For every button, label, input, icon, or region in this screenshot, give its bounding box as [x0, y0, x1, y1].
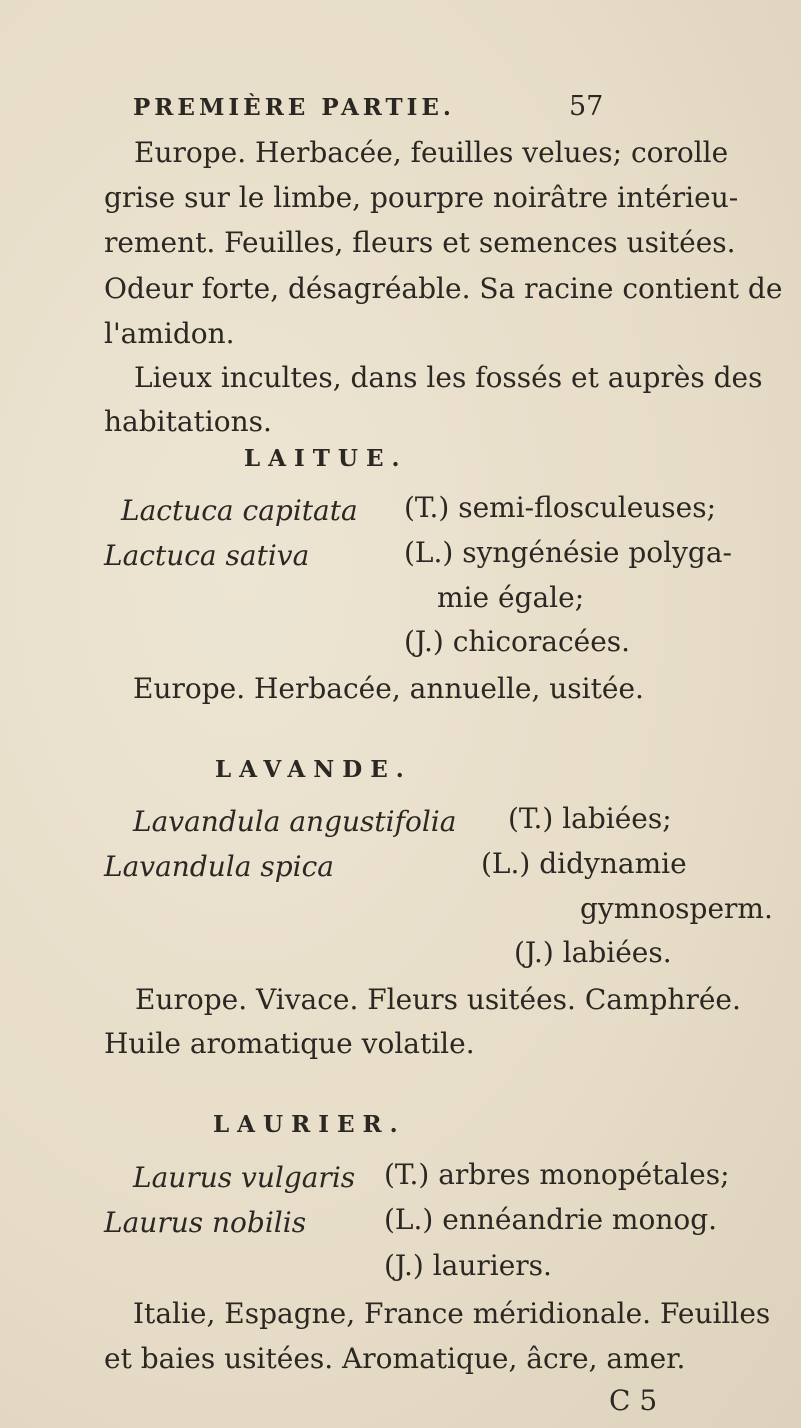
- text-line: Odeur forte, désagréable. Sa racine contient de: [104, 272, 783, 305]
- text-line: l'amidon.: [104, 317, 235, 350]
- classification-text: (L.) syngénésie polyga-: [404, 536, 732, 569]
- latin-name: Laurus vulgaris: [133, 1161, 356, 1194]
- latin-name: Laurus nobilis: [104, 1206, 307, 1239]
- text-line: Huile aromatique volatile.: [104, 1027, 475, 1060]
- signature-mark: C 5: [609, 1384, 658, 1417]
- classification-text: (L.) ennéandrie monog.: [384, 1203, 718, 1236]
- text-line: rement. Feuilles, fleurs et semences usitées.: [104, 226, 736, 259]
- text-line: grise sur le limbe, pourpre noirâtre intérieu-: [104, 181, 739, 214]
- classification-text: (J.) chicoracées.: [404, 625, 631, 658]
- classification-text: (T.) arbres monopétales;: [384, 1158, 730, 1191]
- text-line: Europe. Herbacée, annuelle, usitée.: [133, 672, 644, 705]
- latin-name: Lavandula spica: [104, 850, 334, 883]
- page-number: 57: [569, 91, 604, 122]
- latin-name: Lactuca capitata: [121, 494, 358, 527]
- classification-text: (T.) semi-flosculeuses;: [404, 491, 717, 524]
- classification-text: (J.) lauriers.: [384, 1249, 552, 1282]
- text-line: et baies usitées. Aromatique, âcre, amer.: [104, 1342, 686, 1375]
- text-line: Europe. Vivace. Fleurs usitées. Camphrée.: [135, 983, 741, 1016]
- classification-text: mie égale;: [437, 581, 585, 614]
- classification-text: (L.) didynamie: [481, 847, 687, 880]
- text-line: Italie, Espagne, France méridionale. Feuilles: [133, 1297, 771, 1330]
- section-heading-laurier: LAURIER.: [213, 1111, 406, 1138]
- running-header: PREMIÈRE PARTIE.: [133, 94, 455, 121]
- text-line: Europe. Herbacée, feuilles velues; corolle: [134, 136, 729, 169]
- classification-text: (J.) labiées.: [514, 936, 672, 969]
- latin-name: Lactuca sativa: [104, 539, 310, 572]
- section-heading-lavande: LAVANDE.: [215, 756, 412, 783]
- classification-text: (T.) labiées;: [508, 802, 672, 835]
- latin-name: Lavandula angustifolia: [133, 805, 457, 838]
- classification-text: gymnosperm.: [580, 892, 773, 925]
- text-line: Lieux incultes, dans les fossés et auprès des: [134, 361, 763, 394]
- text-line: habitations.: [104, 405, 272, 438]
- section-heading-laitue: LAITUE.: [244, 445, 408, 472]
